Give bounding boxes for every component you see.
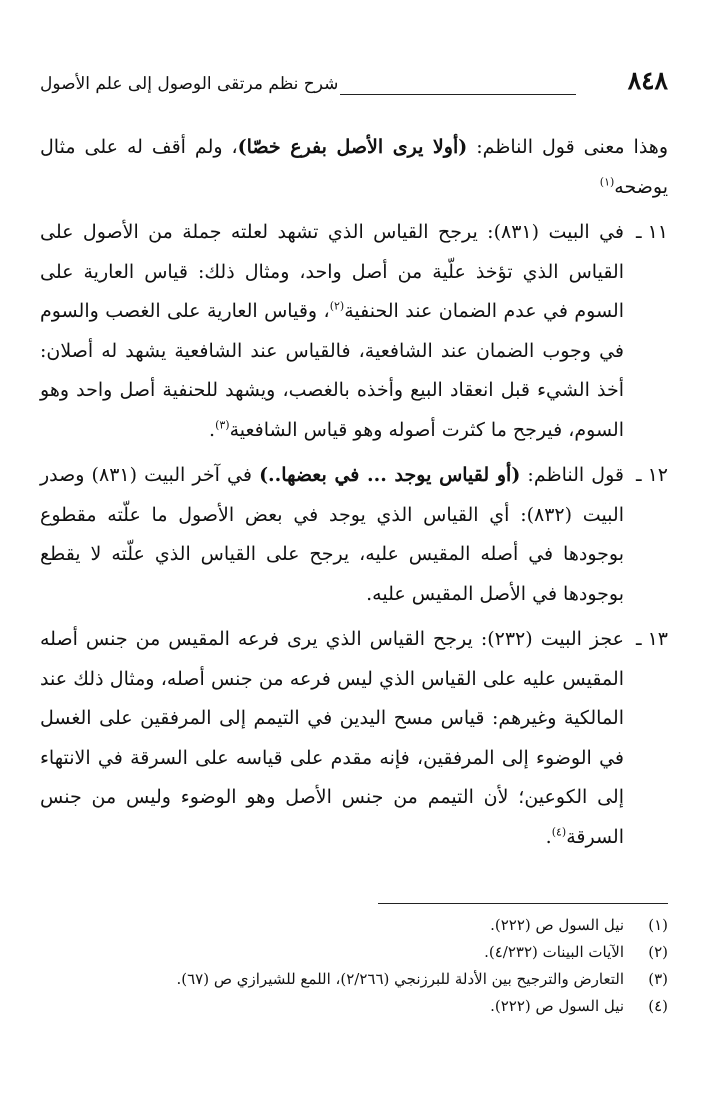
footnote-item: [40, 993, 668, 1020]
paragraph-end: .: [209, 418, 216, 441]
paragraph-text-continued: ، وقياس العارية على الغصب والسوم في وجوب الضمان عند الشافعية، فالقياس عند الشافعية يشهد له أصلان: أخذ الشيء قبل انعقاد البيع وأخذه بالغصب، ويشهد للحنفية أصل واحد وهو السوم، فيرجح ما كثرت أصوله وهو قياس الشافعية: [40, 300, 624, 441]
footnote-ref: (٢): [329, 299, 345, 313]
intro-quote: (أولا يرى الأصل بفرع خصّا): [237, 136, 468, 158]
paragraph-text: في آخر البيت (٨٣١) وصدر البيت (٨٣٢): أي القياس الذي يوجد في بعض الأصول ما علّته مقطوع بوجودها في أصله المقيس عليه، يرجح على القياس الذي علّته لا يقطع بوجودها في الأصل المقيس عليه.: [40, 464, 624, 605]
footnote-number: (٢): [648, 943, 668, 961]
intro-lead: وهذا معنى قول الناظم:: [467, 136, 668, 158]
running-title: شرح نظم مرتقى الوصول إلى علم الأصول: [40, 74, 339, 94]
footnote-item: [40, 939, 668, 966]
footnote-number: (٣): [648, 970, 668, 988]
footnote-ref: (٤): [551, 825, 567, 839]
footnote-text: التعارض والترجيح بين الأدلة للبرزنجي (٢/٢٦٦)، اللمع للشيرازي ص (٦٧).: [176, 970, 624, 988]
paragraph-quote: (أو لقياس يوجد ... في بعضها..): [259, 464, 521, 486]
footnotes: [40, 912, 668, 1020]
footnote-number: (١): [648, 916, 668, 934]
paragraph-number: ١٣ ـ: [635, 628, 668, 650]
footnote-item: [40, 912, 668, 939]
footnote-number: (٤): [648, 997, 668, 1015]
paragraph-text: في البيت (٨٣١): يرجح القياس الذي تشهد لعلته جملة من الأصول على القياس الذي تؤخذ علّية من أصل واحد، ومثال ذلك: قياس العارية على السوم في عدم الضمان عند الحنفية: [40, 221, 624, 322]
footnote-item: [40, 966, 668, 993]
numbered-paragraph-12: [40, 456, 668, 614]
intro-tail: ، ولم أقف له على مثال يوضحه: [40, 136, 668, 198]
header-rule: [340, 94, 576, 95]
numbered-paragraph-13: [40, 620, 668, 857]
paragraph-end: .: [545, 825, 552, 848]
page-header: [40, 66, 668, 106]
numbered-paragraph-11: [40, 213, 668, 450]
footnote-text: الآيات البينات (٤/٢٣٢).: [484, 943, 624, 961]
footnote-text: نيل السول ص (٢٢٢).: [490, 997, 624, 1015]
paragraph-number: ١١ ـ: [635, 221, 668, 243]
footnote-text: نيل السول ص (٢٢٢).: [490, 916, 624, 934]
intro-paragraph: [40, 128, 668, 207]
page-number: ٨٤٨: [627, 66, 668, 95]
paragraph-lead: قول الناظم:: [520, 464, 624, 486]
paragraph-number: ١٢ ـ: [635, 464, 668, 486]
footnote-ref: (١): [599, 175, 615, 189]
footnote-separator: [378, 903, 668, 904]
footnote-ref: (٣): [215, 418, 230, 432]
paragraph-text: عجز البيت (٢٣٢): يرجح القياس الذي يرى فرعه المقيس من جنس أصله المقيس عليه على القياس الذي ليس فرعه من جنس أصله، ومثال ذلك عند المالكية وغيرهم: قياس مسح اليدين في التيمم إلى المرفقين على الغسل في الوضوء إلى المرفقين، فإنه مقدم على قياسه على السرقة في الانتهاء إلى الكوعين؛ لأن التيمم من جنس الأصل وهو الوضوء وليس من جنس السرقة: [40, 628, 624, 848]
main-text: [40, 128, 668, 863]
